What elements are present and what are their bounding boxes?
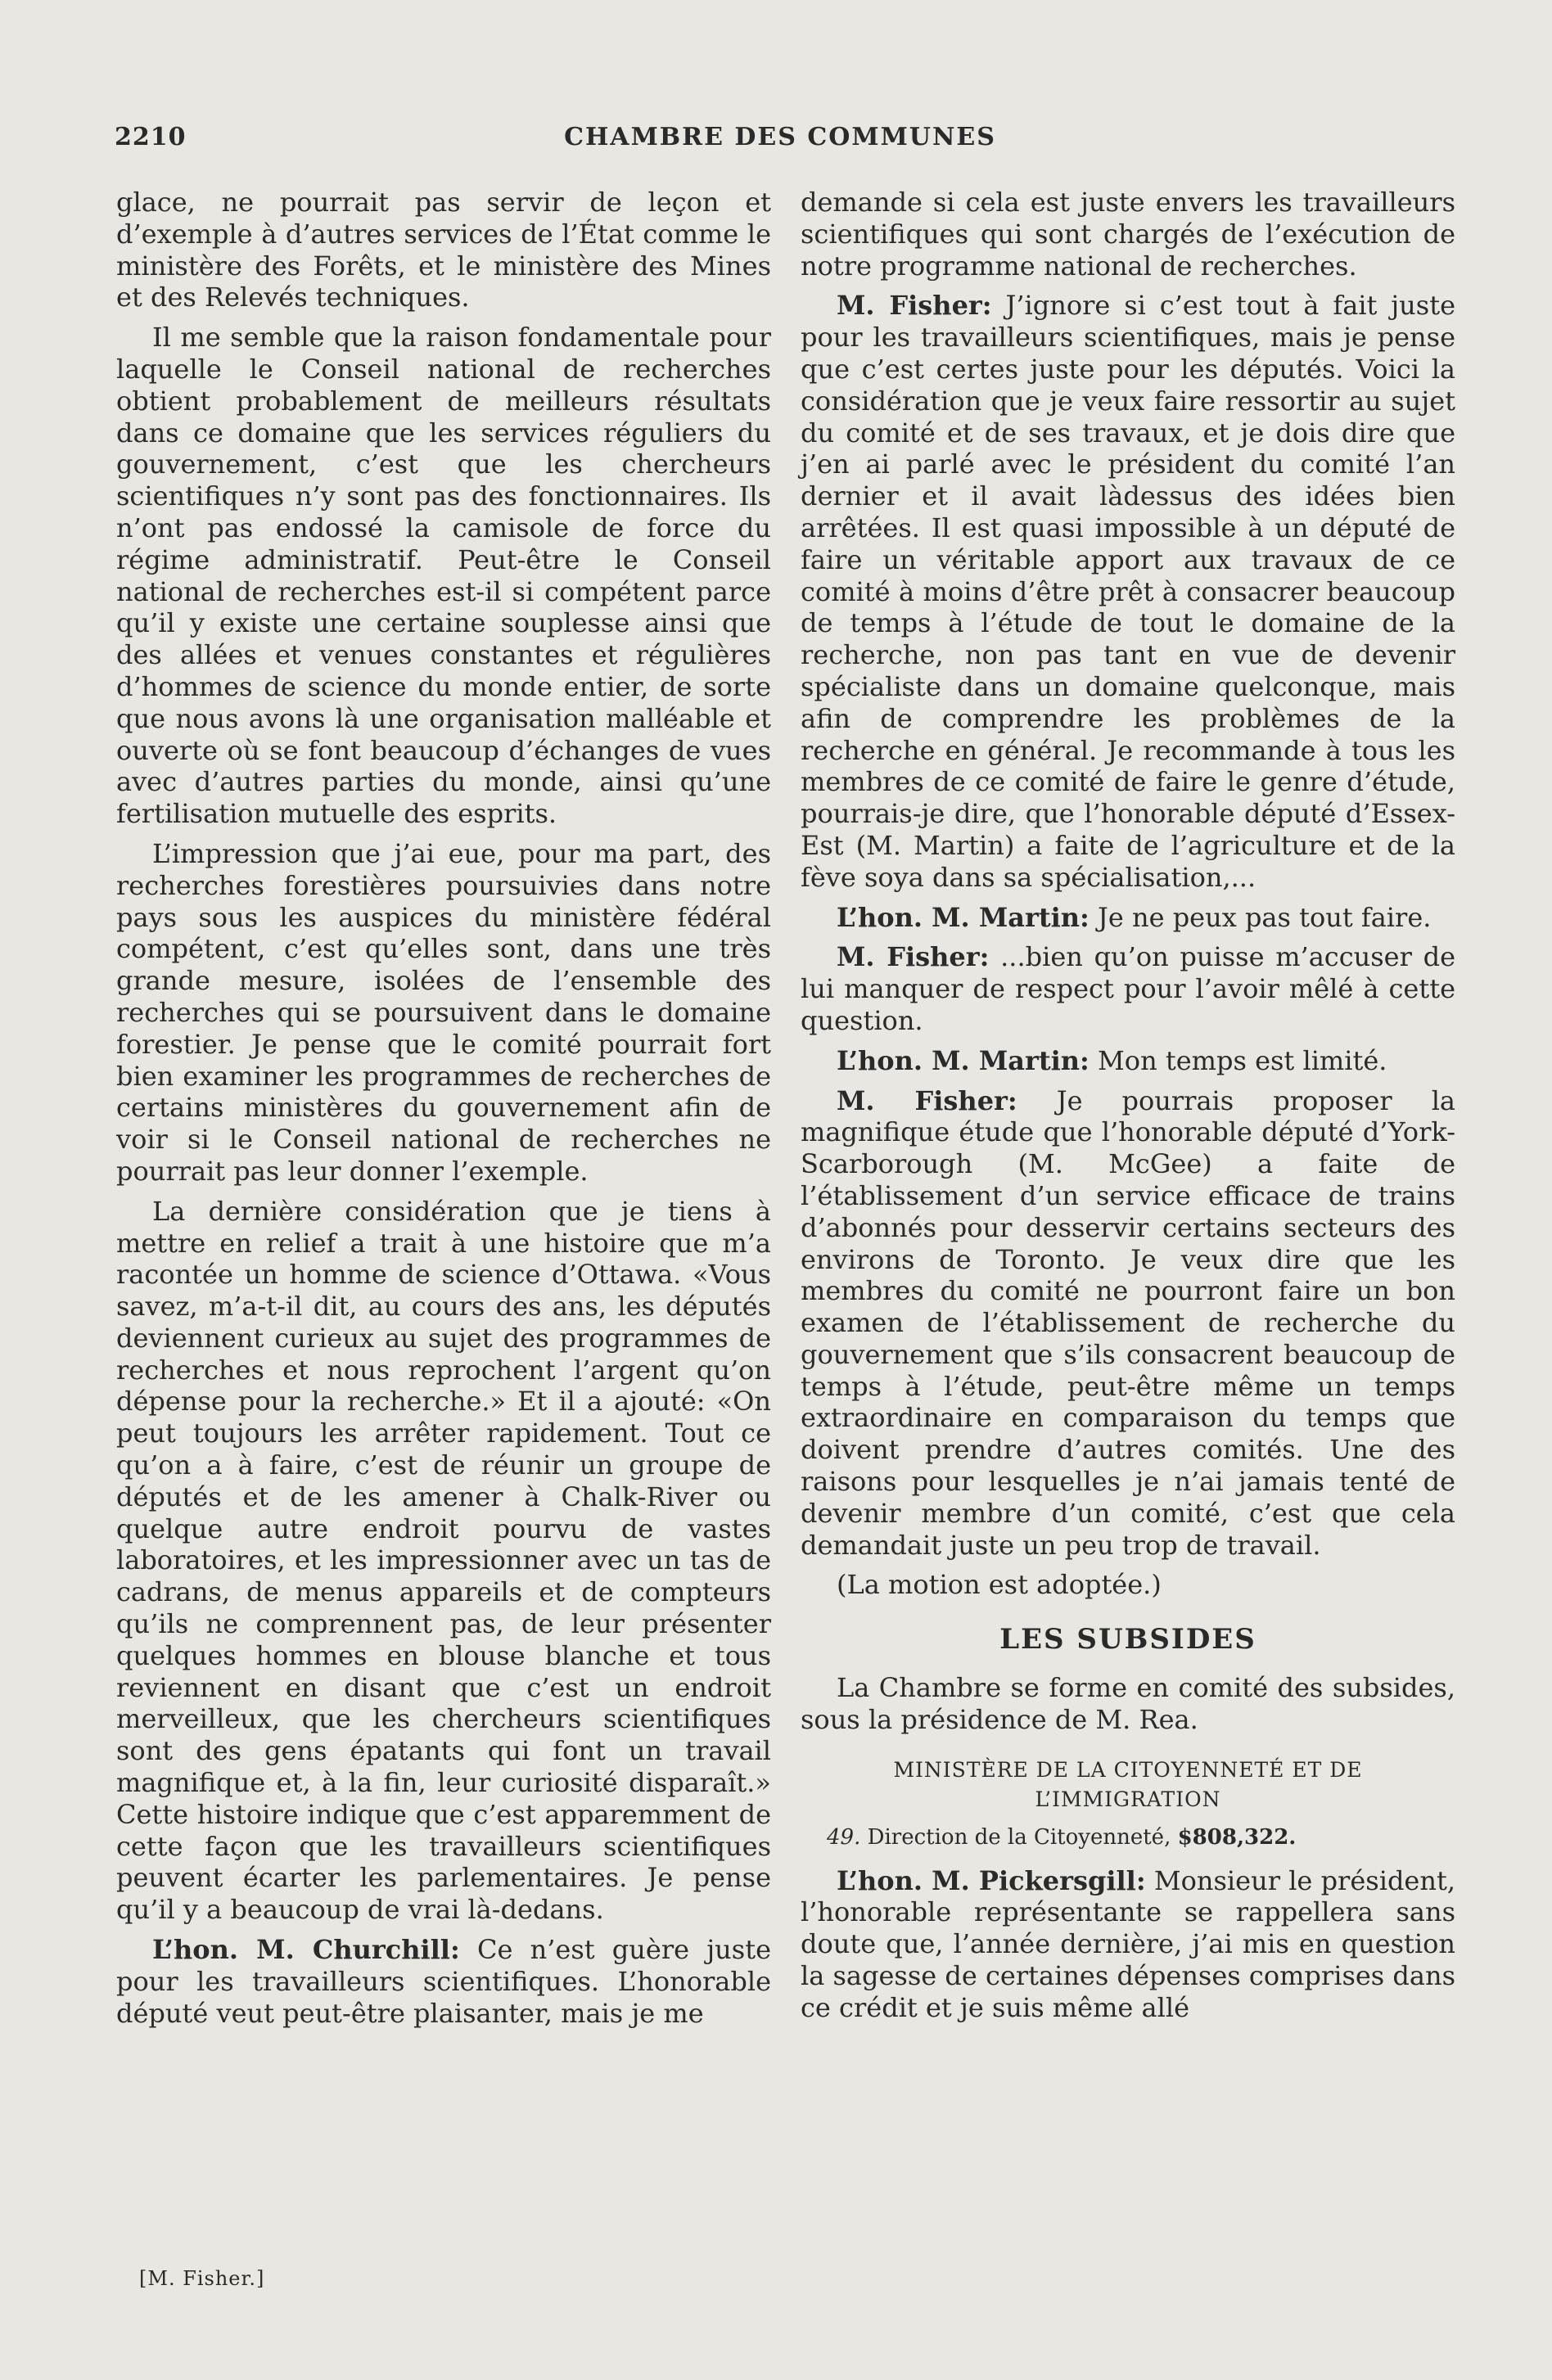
speech-text: ...bien qu’on puisse m’accuser de lui manquer de respect pour l’avoir mêlé à cette question. [801,941,1455,1036]
speech-paragraph [801,941,1455,1036]
page-number: 2210 [115,123,187,151]
speech-paragraph [801,902,1455,934]
footer-speaker-note: [M. Fisher.] [139,2267,265,2290]
page-header [115,123,1446,169]
speech-paragraph [801,1865,1455,2024]
section-title: LES SUBSIDES [999,1623,1256,1657]
speech-text: Je pourrais proposer la magnifique étude que l’honorable député d’York-Scarborough (M. McGee) a faite de l’établissement d’un service efficace de trains d’abonnés pour desservir certains secteurs des environs de Toronto. Je veux dire que les membres du comité ne pourront faire un bon examen de l’établissement de recherche du gouvernement que s’ils consacrent beaucoup de temps à l’étude, peut-être même un temps extraordinaire en comparaison du temps que doivent prendre d’autres comités. Une des raisons pour lesquelles je n’ai jamais tenté de devenir membre d’un comité, c’est que cela demandait juste un peu trop de travail. [801,1084,1456,1561]
speaker-name: M. Fisher: [837,941,990,973]
left-column [116,187,771,2037]
speech-text: Je ne peux pas tout faire. [1089,901,1432,933]
vote-description: Direction de la Citoyenneté, [860,1824,1178,1850]
speaker-name: L’hon. M. Pickersgill: [837,1864,1146,1896]
paragraph: La dernière considération que je tiens à mettre en relief a trait à une histoire que m’a racontée un homme de science d’Ottawa. «Vous savez, m’a-t-il dit, au cours des ans, les députés deviennent curieux au sujet des programmes de recherches et nous reprochent l’argent qu’on dépense pour la recherche.» Et il a ajouté: «On peut toujours les arrêter rapidement. Tout ce qu’on a à faire, c’est de réunir un groupe de députés et de les amener à Chalk-River ou quelque autre endroit pourvu de vastes laboratoires, et les impressionner avec un tas de cadrans, de menus appareils et de compteurs qu’ils ne comprennent pas, de leur présenter quelques hommes en blouse blanche et tous reviennent en disant que c’est un endroit merveilleux, que les chercheurs scientifiques sont des gens épatants qui font un travail magnifique et, à la fin, leur curiosité disparaît.» Cette histoire indique que c’est apparemment de cette façon que les travailleurs scientifiques peuvent écarter les parlementaires. Je pense qu’il y a beaucoup de vrai là-dedans. [116,1195,771,1926]
speaker-name: L’hon. M. Martin: [837,901,1090,933]
speech-paragraph [116,1934,771,2029]
paragraph: Il me semble que la raison fondamentale pour laquelle le Conseil national de recherches obtient probablement de meilleurs résultats dans ce domaine que les services réguliers du gouvernement, c’est que les chercheurs scientifiques n’y sont pas des fonctionnaires. Ils n’ont pas endossé la camisole de force du régime administratif. Peut-être le Conseil national de recherches est-il si compétent parce qu’il y existe une certaine souplesse ainsi que des allées et venues constantes et régulières d’hommes de science du monde entier, de sorte que nous avons là une organisation malléable et ouverte où se font beaucoup d’échanges de vues avec d’autres parties du monde, ainsi qu’une fertilisation mutuelle des esprits. [116,322,771,830]
vote-item [801,1823,1455,1852]
paragraph: glace, ne pourrait pas servir de leçon et d’exemple à d’autres services de l’État comme le ministère des Forêts, et le ministère des Mines et des Relevés techniques. [116,187,771,313]
speaker-name: M. Fisher: [837,290,992,322]
paragraph: L’impression que j’ai eue, pour ma part, des recherches forestières poursuivies dans notre pays sous les auspices du ministère fédéral compétent, c’est qu’elles sont, dans une très grande mesure, isolées de l’ensemble des recherches qui se poursuivent dans le domaine forestier. Je pense que le comité pourrait fort bien examiner les programmes de recherches de certains ministères du gouvernement afin de voir si le Conseil national de recherches ne pourrait pas leur donner l’exemple. [116,837,771,1187]
vote-amount: $808,322. [1177,1824,1297,1850]
speech-paragraph [801,1085,1455,1562]
paragraph: La Chambre se forme en comité des subsides, sous la présidence de M. Rea. [801,1672,1455,1735]
paragraph: demande si cela est juste envers les travailleurs scientifiques qui sont chargés de l’exécution de notre programme national de recherches. [801,187,1455,282]
ministry-heading [801,1756,1455,1814]
speaker-name: M. Fisher: [837,1084,1017,1116]
speech-text: Ce n’est guère juste pour les travailleurs scientifiques. L’honorable député veut peut-être plaisanter, mais je me [116,1934,772,2029]
vote-number: 49. [827,1824,861,1850]
motion-note: (La motion est adoptée.) [837,1569,1162,1601]
speaker-name: L’hon. M. Martin: [837,1044,1090,1076]
speech-text: Monsieur le président, l’honorable représentante se rappellera sans doute que, l’année dernière, j’ai mis en question la sagesse de certaines dépenses comprises dans ce crédit et je suis même allé [801,1864,1456,2023]
page-title: CHAMBRE DES COMMUNES [564,123,996,151]
speech-paragraph [801,290,1455,893]
ministry-heading-line: L’IMMIGRATION [1035,1787,1221,1811]
speech-paragraph [801,1045,1455,1077]
speech-text: Mon temps est limité. [1089,1044,1387,1076]
speaker-name: L’hon. M. Churchill: [152,1934,460,1966]
ministry-heading-line: MINISTÈRE DE LA CITOYENNETÉ ET DE [893,1757,1363,1782]
speech-text: J’ignore si c’est tout à fait juste pour les travailleurs scientifiques, mais je pense que c’est certes juste pour les députés. Voici la considération que je veux faire ressortir au sujet du comité et de ses travaux, et je dois dire que j’en ai parlé avec le président du comité l’an dernier et il avait làdessus des idées bien arrêtées. Il est quasi impossible à un député de faire un véritable apport aux travaux de ce comité à moins d’être prêt à consacrer beaucoup de temps à l’étude de tout le domaine de la recherche, non pas tant en vue de devenir spécialiste dans un domaine quelconque, mais afin de comprendre les problèmes de la recherche en général. Je recommande à tous les membres de ce comité de faire le genre d’étude, pourrais-je dire, que l’honorable député d’Essex-Est (M. Martin) a faite de l’agriculture et de la fève soya dans sa spécialisation,... [801,290,1456,893]
right-column [801,187,1455,2032]
